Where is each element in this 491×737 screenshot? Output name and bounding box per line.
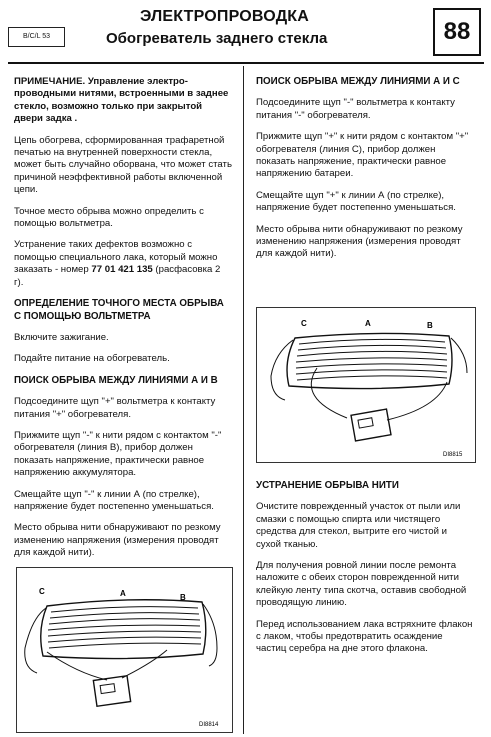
part-number: 77 01 421 135 <box>91 264 153 276</box>
voltmeter-diagram <box>257 308 475 462</box>
paragraph: Очистите поврежденный участок от пыли или смазки с помощью спирта или чистящего средства для стекол, вытрите его чистой и сухой тканью. <box>256 501 461 550</box>
paragraph: Прижмите щуп "-" к нити рядом с контактом "-" обогревателя (линия В), прибор должен показать напряжение, практически равное напряжению аккумулятора. <box>14 429 222 479</box>
figure-code: DI8815 <box>443 452 463 458</box>
paragraph: Перед использованием лака встряхните флакон с лаком, чтобы предотвратить осаждение частиц серебра на дне этого флакона. <box>256 618 473 655</box>
paragraph: Включите зажигание. <box>14 331 109 343</box>
line-label: B <box>427 321 433 330</box>
paragraph: Подайте питание на обогреватель. <box>14 353 170 365</box>
line-label: A <box>365 319 371 328</box>
rear-window-figure-right <box>256 307 476 463</box>
heading: ПОИСК ОБРЫВА МЕЖДУ ЛИНИЯМИ А И С <box>256 76 460 87</box>
paragraph: Для получения ровной линии после ремонта наложите с обеих сторон поврежденной нити клейкую ленту типа скотча, оставив свободной проводящую линию. <box>256 560 467 609</box>
note-paragraph <box>14 76 232 126</box>
paragraph-part-number <box>14 239 232 289</box>
paragraph: Место обрыва нити обнаруживают по резкому изменению напряжения (измерения проводят для каждой нити). <box>256 223 463 260</box>
header-rule <box>8 62 484 64</box>
heading: УСТРАНЕНИЕ ОБРЫВА НИТИ <box>256 480 399 491</box>
section-title: ЭЛЕКТРОПРОВОДКА <box>140 8 310 25</box>
note-label: ПРИМЕЧАНИЕ. <box>14 76 86 87</box>
paragraph: Смещайте щуп "+" к линии А (по стрелке), напряжение будет постепенно уменьшаться. <box>256 189 456 214</box>
section-subtitle: Обогреватель заднего стекла <box>106 30 328 47</box>
paragraph: Смещайте щуп "-" к линии А (по стрелке), напряжение будет постепенно уменьшаться. <box>14 488 214 512</box>
paragraph: Цепь обогрева, сформированная трафаретной печатью на внутренней поверхности стекла, может быть случайно оборвана, что может стать причиной неэффективной работы включенной цепи. <box>14 134 232 196</box>
page-header <box>0 0 491 62</box>
column-divider <box>243 66 244 734</box>
heading: ОПРЕДЕЛЕНИЕ ТОЧНОГО МЕСТА ОБРЫВА С ПОМОЩЬЮ ВОЛЬТМЕТРА <box>14 298 224 322</box>
line-label: B <box>180 593 186 602</box>
line-label: C <box>39 587 45 596</box>
paragraph: Прижмите щуп "+" к нити рядом с контактом "+" обогревателя (линия С), прибор должен показать напряжение, практически равное напряжению батареи. <box>256 131 469 180</box>
paragraph-text: (расфасовка 2 г). <box>14 264 221 288</box>
paragraph: Подсоедините щуп "+" вольтметра к контакту питания "+" обогревателя. <box>14 396 216 420</box>
left-column <box>14 76 232 569</box>
document-code: B/C/L 53 <box>8 27 65 47</box>
figure-code: DI8814 <box>199 722 219 728</box>
right-column-lower <box>256 480 474 665</box>
note-text: Управление электро-проводными нитями, встроенными в заднее стекло, возможно только при закрытой двери задка . <box>14 76 229 125</box>
line-label: C <box>301 319 307 328</box>
line-label: A <box>120 589 126 598</box>
paragraph: Подсоедините щуп "-" вольтметра к контакту питания "-" обогревателя. <box>256 97 455 121</box>
paragraph: Точное место обрыва можно определить с помощью вольтметра. <box>14 205 204 230</box>
rear-window-figure-left <box>16 567 233 733</box>
voltmeter-diagram <box>17 568 232 732</box>
heading: ПОИСК ОБРЫВА МЕЖДУ ЛИНИЯМИ А И В <box>14 374 218 386</box>
right-column <box>256 76 474 270</box>
paragraph: Место обрыва нити обнаруживают по резкому изменению напряжения (измерения проводят для каждой нити). <box>14 522 221 559</box>
paragraph-text: Устранение таких дефектов возможно с помощью специального лака, который можно заказать - номер <box>14 239 218 276</box>
page-number: 88 <box>433 8 481 56</box>
